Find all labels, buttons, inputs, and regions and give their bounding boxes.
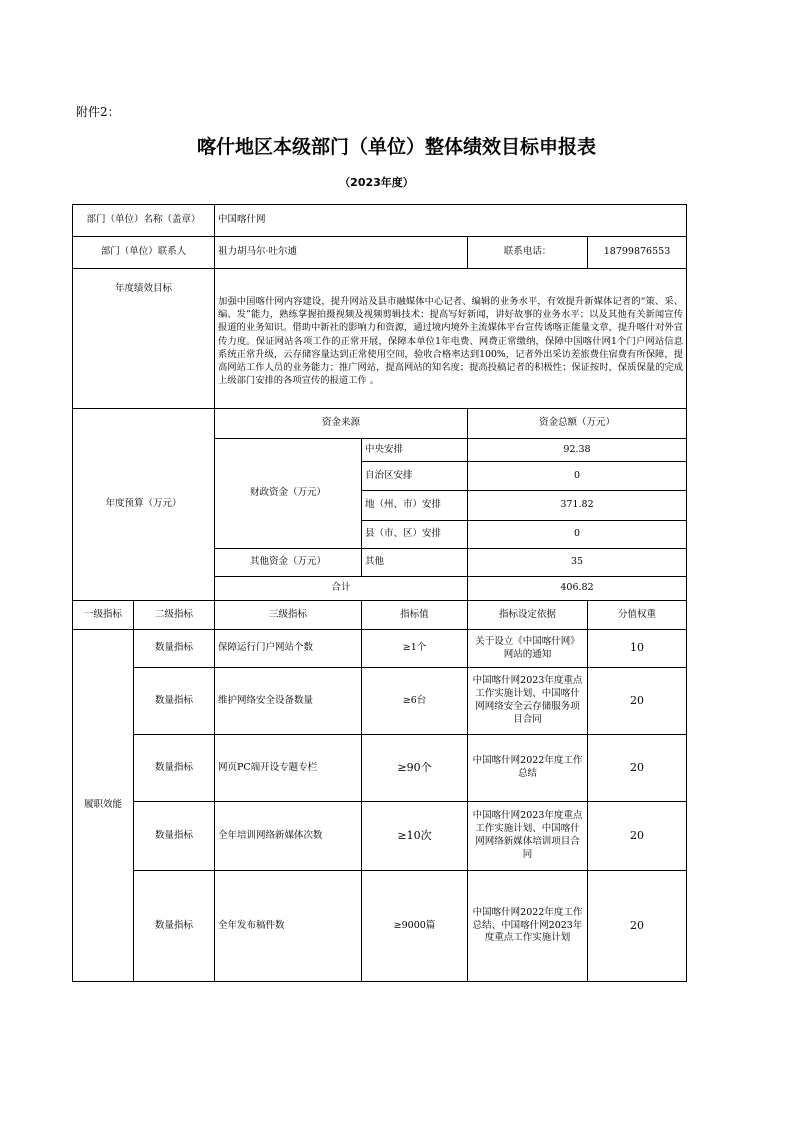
table-row-value: ≥1个 bbox=[361, 629, 468, 668]
page-title: 喀什地区本级部门（单位）整体绩效目标申报表 bbox=[196, 136, 596, 158]
attachment-label: 附件2： bbox=[76, 105, 120, 119]
dept-name-label: 部门（单位）名称（盖章） bbox=[72, 204, 215, 237]
other-funds-label: 其他资金（万元） bbox=[214, 548, 362, 577]
table-row-basis: 中国喀什网2022年度工作总结 bbox=[467, 734, 588, 802]
fiscal-amount-prefecture: 371.82 bbox=[467, 490, 687, 521]
budget-sum-label: 合计 bbox=[214, 576, 468, 601]
fiscal-source-central: 中央安排 bbox=[361, 438, 468, 462]
budget-label: 年度预算（万元） bbox=[72, 408, 215, 601]
table-row-basis: 中国喀什网2023年度重点工作实施计划、中国喀什网网络新媒体培训项目合同 bbox=[467, 801, 588, 871]
table-row-value: ≥9000篇 bbox=[361, 870, 468, 982]
fiscal-source-county: 县（市、区）安排 bbox=[361, 520, 468, 549]
header-basis: 指标设定依据 bbox=[467, 600, 588, 630]
table-row-basis: 中国喀什网2022年度工作总结、中国喀什网2023年度重点工作实施计划 bbox=[467, 870, 588, 982]
budget-source-header: 资金来源 bbox=[214, 408, 468, 439]
other-source: 其他 bbox=[361, 548, 468, 577]
table-row-weight: 20 bbox=[587, 870, 687, 982]
table-row-l3: 全年培训网络新媒体次数 bbox=[214, 801, 362, 871]
fiscal-source-region: 自治区安排 bbox=[361, 461, 468, 491]
table-row-l3: 网页PC端开设专题专栏 bbox=[214, 734, 362, 802]
fiscal-amount-county: 0 bbox=[467, 520, 687, 549]
table-row-weight: 20 bbox=[587, 667, 687, 735]
header-weight: 分值权重 bbox=[587, 600, 687, 630]
phone-label: 联系电话： bbox=[467, 236, 588, 269]
budget-sum-amount: 406.82 bbox=[467, 576, 687, 601]
table-row-l3: 全年发布稿件数 bbox=[214, 870, 362, 982]
report-year: （2023年度） bbox=[339, 176, 414, 189]
table-row-weight: 20 bbox=[587, 801, 687, 871]
table-row-weight: 10 bbox=[587, 629, 687, 668]
goal-label: 年度绩效目标 bbox=[72, 268, 215, 409]
fiscal-funds-label: 财政资金（万元） bbox=[214, 438, 362, 549]
table-row-l2: 数量指标 bbox=[133, 801, 215, 871]
table-row-l2: 数量指标 bbox=[133, 734, 215, 802]
fiscal-amount-central: 92.38 bbox=[467, 438, 687, 462]
dept-name-value: 中国喀什网 bbox=[214, 204, 687, 237]
goal-text: 加强中国喀什网内容建设，提升网站及县市融媒体中心记者、编辑的业务水平，有效提升新媒体记者的“策、采、编、发”能力，熟练掌握拍摄视频及视频剪辑技术；提高写好新闻，讲好故事的业务水平；以及其他有关新闻宣传报道的业务知识。借助中新社的影响力和资源，通过境内境外主流媒体平台宣传诱喀正能量文章，提升喀什对外宣传力度。保证网站各项工作的正常开展，保障本单位1年电费、网费正常缴纳，保障中国喀什网1个门户网站信息系统正常升级，云存储容量达到正常使用空间，验收合格率达到100%，记者外出采访差旅费住宿费有所保障，提高网站工作人员的业务能力；推广网站，提高网站的知名度；提高投稿记者的积极性；保证按时，保质保量的完成上级部门安排的各项宣传的报道工作 。 bbox=[214, 268, 687, 409]
table-row-basis: 中国喀什网2023年度重点工作实施计划、中国喀什网网络安全云存储服务项目合同 bbox=[467, 667, 588, 735]
header-level3: 三级指标 bbox=[214, 600, 362, 630]
table-row-basis: 关于设立《中国喀什网》网站的通知 bbox=[467, 629, 588, 668]
table-row-l3: 保障运行门户网站个数 bbox=[214, 629, 362, 668]
table-row-l3: 维护网络安全设备数量 bbox=[214, 667, 362, 735]
other-amount: 35 bbox=[467, 548, 687, 577]
fiscal-source-prefecture: 地（州、市）安排 bbox=[361, 490, 468, 521]
fiscal-amount-region: 0 bbox=[467, 461, 687, 491]
budget-total-header: 资金总额（万元） bbox=[467, 408, 687, 439]
contact-label: 部门（单位）联系人 bbox=[72, 236, 215, 269]
table-row-value: ≥90个 bbox=[361, 734, 468, 802]
header-value: 指标值 bbox=[361, 600, 468, 630]
table-row-value: ≥6台 bbox=[361, 667, 468, 735]
table-row-l2: 数量指标 bbox=[133, 667, 215, 735]
phone-value: 18799876553 bbox=[587, 236, 687, 269]
table-row-value: ≥10次 bbox=[361, 801, 468, 871]
contact-value: 祖力胡马尔·吐尔逋 bbox=[214, 236, 468, 269]
level1-performance: 履职效能 bbox=[72, 629, 134, 982]
header-level2: 二级指标 bbox=[133, 600, 215, 630]
table-row-l2: 数量指标 bbox=[133, 870, 215, 982]
table-row-l2: 数量指标 bbox=[133, 629, 215, 668]
table-row-weight: 20 bbox=[587, 734, 687, 802]
header-level1: 一级指标 bbox=[72, 600, 134, 630]
